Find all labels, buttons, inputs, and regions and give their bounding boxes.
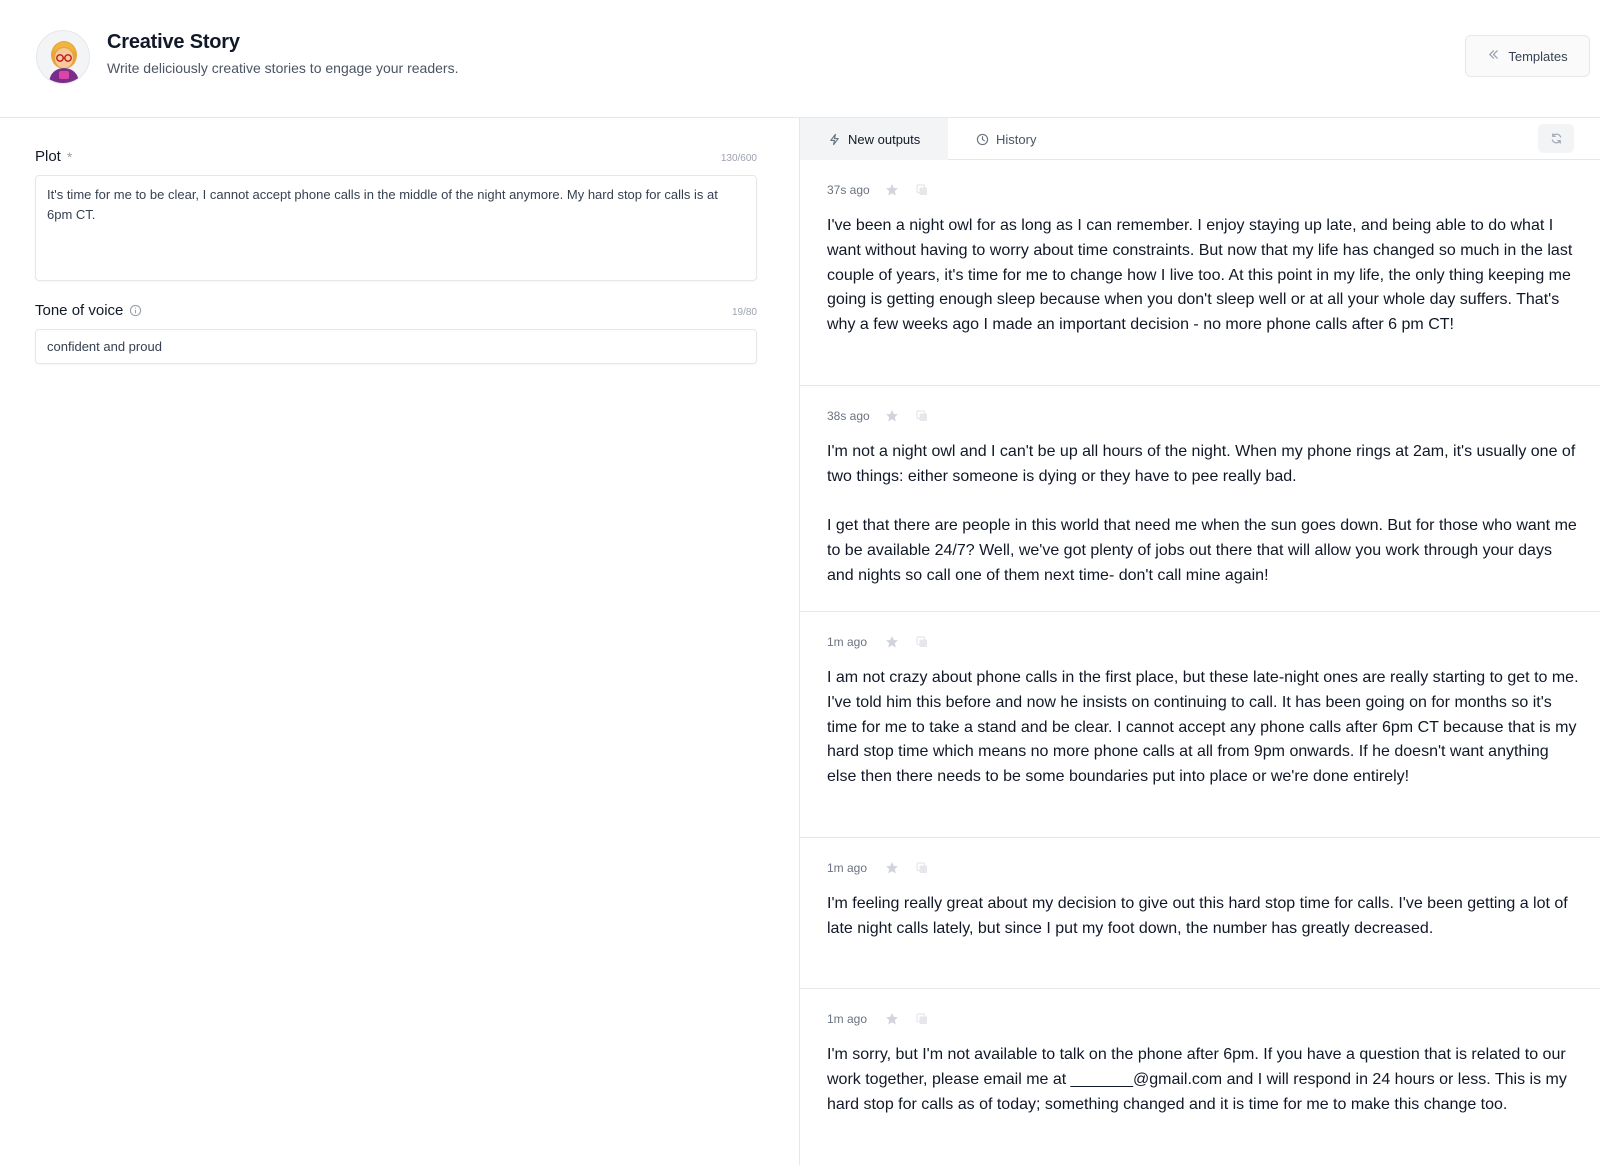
output-item — [800, 989, 1600, 1165]
output-timestamp: 37s ago — [827, 183, 870, 197]
tab-new-outputs[interactable] — [800, 118, 948, 160]
output-timestamp: 1m ago — [827, 635, 868, 649]
templates-label: Templates — [1508, 48, 1568, 64]
tone-label-text: Tone of voice — [35, 302, 124, 319]
writer-avatar-icon — [36, 30, 90, 84]
tone-label — [35, 302, 142, 319]
copy-icon[interactable] — [915, 861, 929, 875]
clock-icon — [976, 133, 989, 146]
output-meta — [827, 635, 945, 649]
info-icon[interactable] — [129, 304, 142, 317]
tone-input[interactable] — [35, 329, 757, 364]
copy-icon[interactable] — [915, 183, 929, 197]
refresh-button[interactable] — [1538, 124, 1574, 153]
output-item — [800, 612, 1600, 838]
output-item — [800, 386, 1600, 612]
plot-label — [35, 148, 72, 165]
templates-button[interactable] — [1465, 35, 1590, 77]
page-subtitle: Write deliciously creative stories to engage your readers. — [107, 60, 459, 76]
required-marker: * — [66, 148, 73, 165]
output-item — [800, 160, 1600, 386]
copy-icon[interactable] — [915, 409, 929, 423]
output-timestamp: 1m ago — [827, 1012, 868, 1026]
star-icon[interactable] — [885, 635, 899, 649]
tab-history[interactable] — [948, 118, 1064, 160]
input-form — [0, 118, 799, 1165]
chevrons-left-icon — [1487, 48, 1500, 64]
tone-char-counter: 19/80 — [731, 307, 757, 318]
plot-textarea[interactable] — [35, 175, 757, 281]
output-meta — [827, 183, 945, 197]
output-timestamp: 38s ago — [827, 409, 870, 423]
output-text: I'm feeling really great about my decision to give out this hard stop time for calls. I've been getting a lot of late night calls lately, but since I put my foot down, the number has greatly decreased. — [827, 895, 1568, 937]
page-title: Creative Story — [107, 31, 240, 53]
plot-char-counter: 130/600 — [720, 153, 757, 164]
output-timestamp: 1m ago — [827, 861, 868, 875]
tab-label: New outputs — [848, 131, 921, 147]
output-meta — [827, 409, 945, 423]
bolt-icon — [828, 133, 841, 146]
page-header — [0, 0, 1600, 118]
copy-icon[interactable] — [915, 1012, 929, 1026]
refresh-icon — [1550, 132, 1563, 145]
tab-label: History — [996, 131, 1037, 147]
output-text: I'm sorry, but I'm not available to talk on the phone after 6pm. If you have a question that is related to our work together, please email me at _______@gmail.com and I will respond in 24 hours or less. This is my hard stop for calls as of today; something changed and it is time for me to make this change too. — [827, 1046, 1567, 1113]
output-item — [800, 838, 1600, 989]
output-meta — [827, 861, 945, 875]
output-text: I'm not a night owl and I can't be up all hours of the night. When my phone rings at 2am, it's usually one of two things: either someone is dying or they have to pee really bad. I get that there are people in this world that need me when the sun goes down. But for those who want me to be available 24/7? Well, we've got plenty of jobs out there that will allow you work through your days and nights so call one of them next time- don't call mine again! — [827, 443, 1577, 584]
copy-icon[interactable] — [915, 635, 929, 649]
outputs-panel — [800, 118, 1600, 1165]
output-text: I am not crazy about phone calls in the first place, but these late-night ones are really starting to get to me. I've told him this before and now he insists on continuing to call. It has been going on for months so it's time for me to take a stand and be clear. I cannot accept any phone calls after 6pm CT because that is my hard stop time which means no more phone calls at all from 9pm onwards. If he doesn't want anything else then there needs to be some boundaries put into place or we're done entirely! — [827, 669, 1579, 786]
output-tabs — [800, 118, 1600, 160]
star-icon[interactable] — [885, 861, 899, 875]
star-icon[interactable] — [885, 409, 899, 423]
star-icon[interactable] — [885, 1012, 899, 1026]
star-icon[interactable] — [885, 183, 899, 197]
output-meta — [827, 1012, 945, 1026]
plot-label-text: Plot — [35, 148, 61, 165]
output-text: I've been a night owl for as long as I can remember. I enjoy staying up late, and being able to do what I want without having to worry about time constraints. But now that my life has changed so much in the last couple of years, it's time for me to change how I live too. At this point in my life, the only thing keeping me going is getting enough sleep because when you don't sleep well or at all your whole day suffers. That's why a few weeks ago I made an important decision - no more phone calls after 6 pm CT! — [827, 217, 1573, 334]
